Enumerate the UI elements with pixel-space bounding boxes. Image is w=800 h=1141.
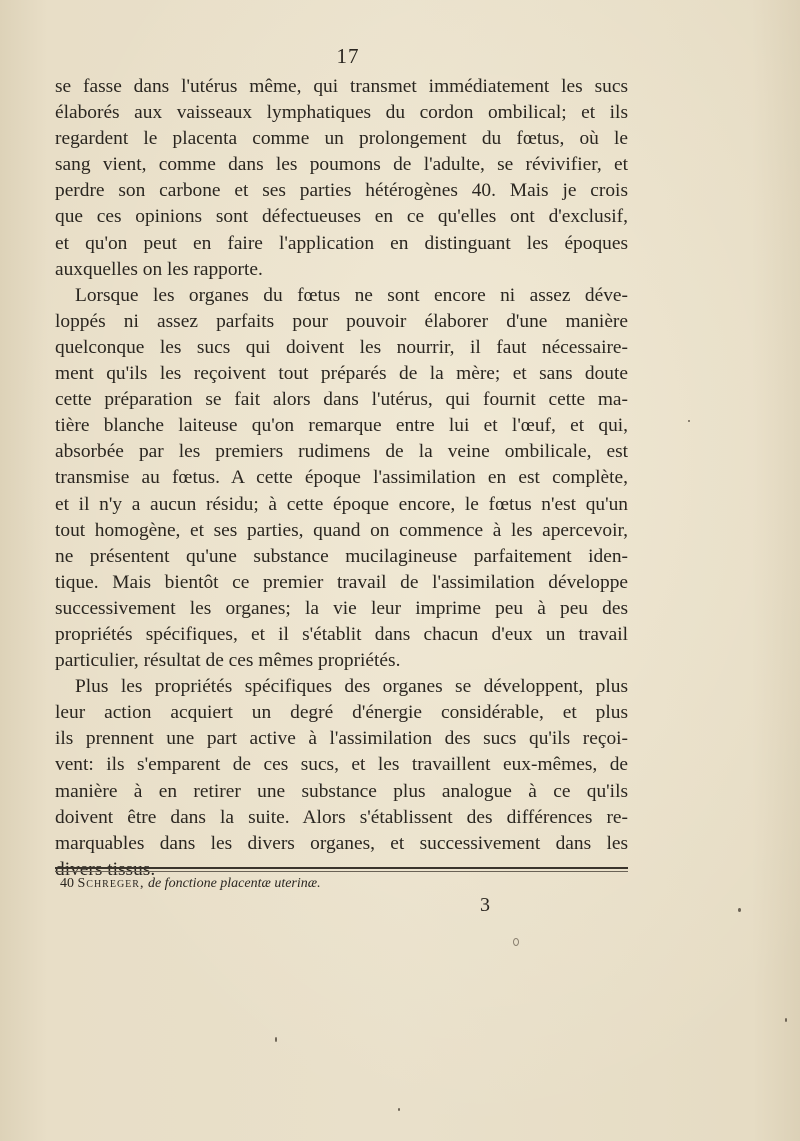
text-line: vent: ils s'emparent de ces sucs, et les travaillent eux-mêmes, de — [55, 754, 628, 776]
text-line: ne présentent qu'une substance mucilagineuse parfaitement iden- — [55, 545, 628, 567]
text-line: particulier, résultat de ces mêmes propriétés. — [55, 650, 401, 672]
text-line: Plus les propriétés spécifiques des organes se développent, plus — [75, 676, 628, 698]
text-line: perdre son carbone et ses parties hétérogènes 40. Mais je crois — [55, 180, 628, 202]
text-line: quelconque les sucs qui doivent les nourrir, il faut nécessaire- — [55, 336, 628, 358]
footnote-author: Schreger, — [77, 876, 145, 891]
text-line: divers tissus. — [55, 858, 156, 880]
text-line: se fasse dans l'utérus même, qui transmet immédiatement les sucs — [55, 76, 628, 97]
paper-speck — [688, 420, 690, 422]
footnote — [60, 876, 321, 892]
text-line: regardent le placenta comme un prolongement du fœtus, où le — [55, 128, 628, 150]
text-line: leur action acquiert un degré d'énergie considérable, et plus — [55, 702, 628, 724]
footnote-rule — [55, 867, 628, 869]
text-line: sang vient, comme dans les poumons de l'adulte, se révivifier, et — [55, 154, 628, 176]
text-line: que ces opinions sont défectueuses en ce qu'elles ont d'exclusif, — [55, 206, 628, 228]
text-line: manière à en retirer une substance plus analogue à ce qu'ils — [55, 780, 628, 802]
text-line: tière blanche laiteuse qu'on remarque entre lui et l'œuf, et qui, — [55, 415, 628, 437]
text-line: Lorsque les organes du fœtus ne sont encore ni assez déve- — [75, 284, 628, 306]
text-line: cette préparation se fait alors dans l'utérus, qui fournit cette ma- — [55, 389, 628, 411]
footnote-number: 40 — [60, 876, 74, 891]
text-line: ils prennent une part active à l'assimilation des sucs qu'ils reçoi- — [55, 728, 628, 750]
text-line: marquables dans les divers organes, et successivement dans les — [55, 832, 628, 854]
text-line: absorbée par les premiers rudimens de la veine ombilicale, est — [55, 441, 628, 463]
paper-speck — [275, 1037, 277, 1042]
body-text — [55, 74, 628, 883]
text-line: tout homogène, et ses parties, quand on commence à les apercevoir, — [55, 519, 628, 541]
text-line: ment qu'ils les reçoivent tout préparés de la mère; et sans doute — [55, 363, 628, 385]
text-line: doivent être dans la suite. Alors s'établissent des différences re- — [55, 806, 628, 828]
text-line: et qu'on peut en faire l'application en distinguant les époques — [55, 232, 628, 254]
paper-speck — [785, 1018, 787, 1022]
text-line: élaborés aux vaisseaux lymphatiques du cordon ombilical; et ils — [55, 102, 628, 124]
paper-speck — [738, 908, 741, 912]
text-line: auxquelles on les rapporte. — [55, 258, 263, 280]
page-number: 17 — [336, 44, 360, 68]
text-line: et il n'y a aucun résidu; à cette époque encore, le fœtus n'est qu'un — [55, 493, 628, 515]
text-line: transmise au fœtus. A cette époque l'assimilation en est complète, — [55, 467, 628, 489]
text-line: propriétés spécifiques, et il s'établit dans chacun d'eux un travail — [55, 623, 628, 645]
text-line: tique. Mais bientôt ce premier travail de l'assimilation développe — [55, 571, 628, 593]
footnote-title: de fonctione placentæ uterinæ. — [147, 876, 321, 891]
text-line: successivement les organes; la vie leur imprime peu à peu des — [55, 597, 628, 619]
paper-speck — [398, 1108, 400, 1111]
paper-speck — [513, 938, 519, 946]
footnote-rule-thin — [55, 871, 628, 872]
text-line: loppés ni assez parfaits pour pouvoir élaborer d'une manière — [55, 310, 628, 332]
signature-mark: 3 — [480, 894, 490, 916]
